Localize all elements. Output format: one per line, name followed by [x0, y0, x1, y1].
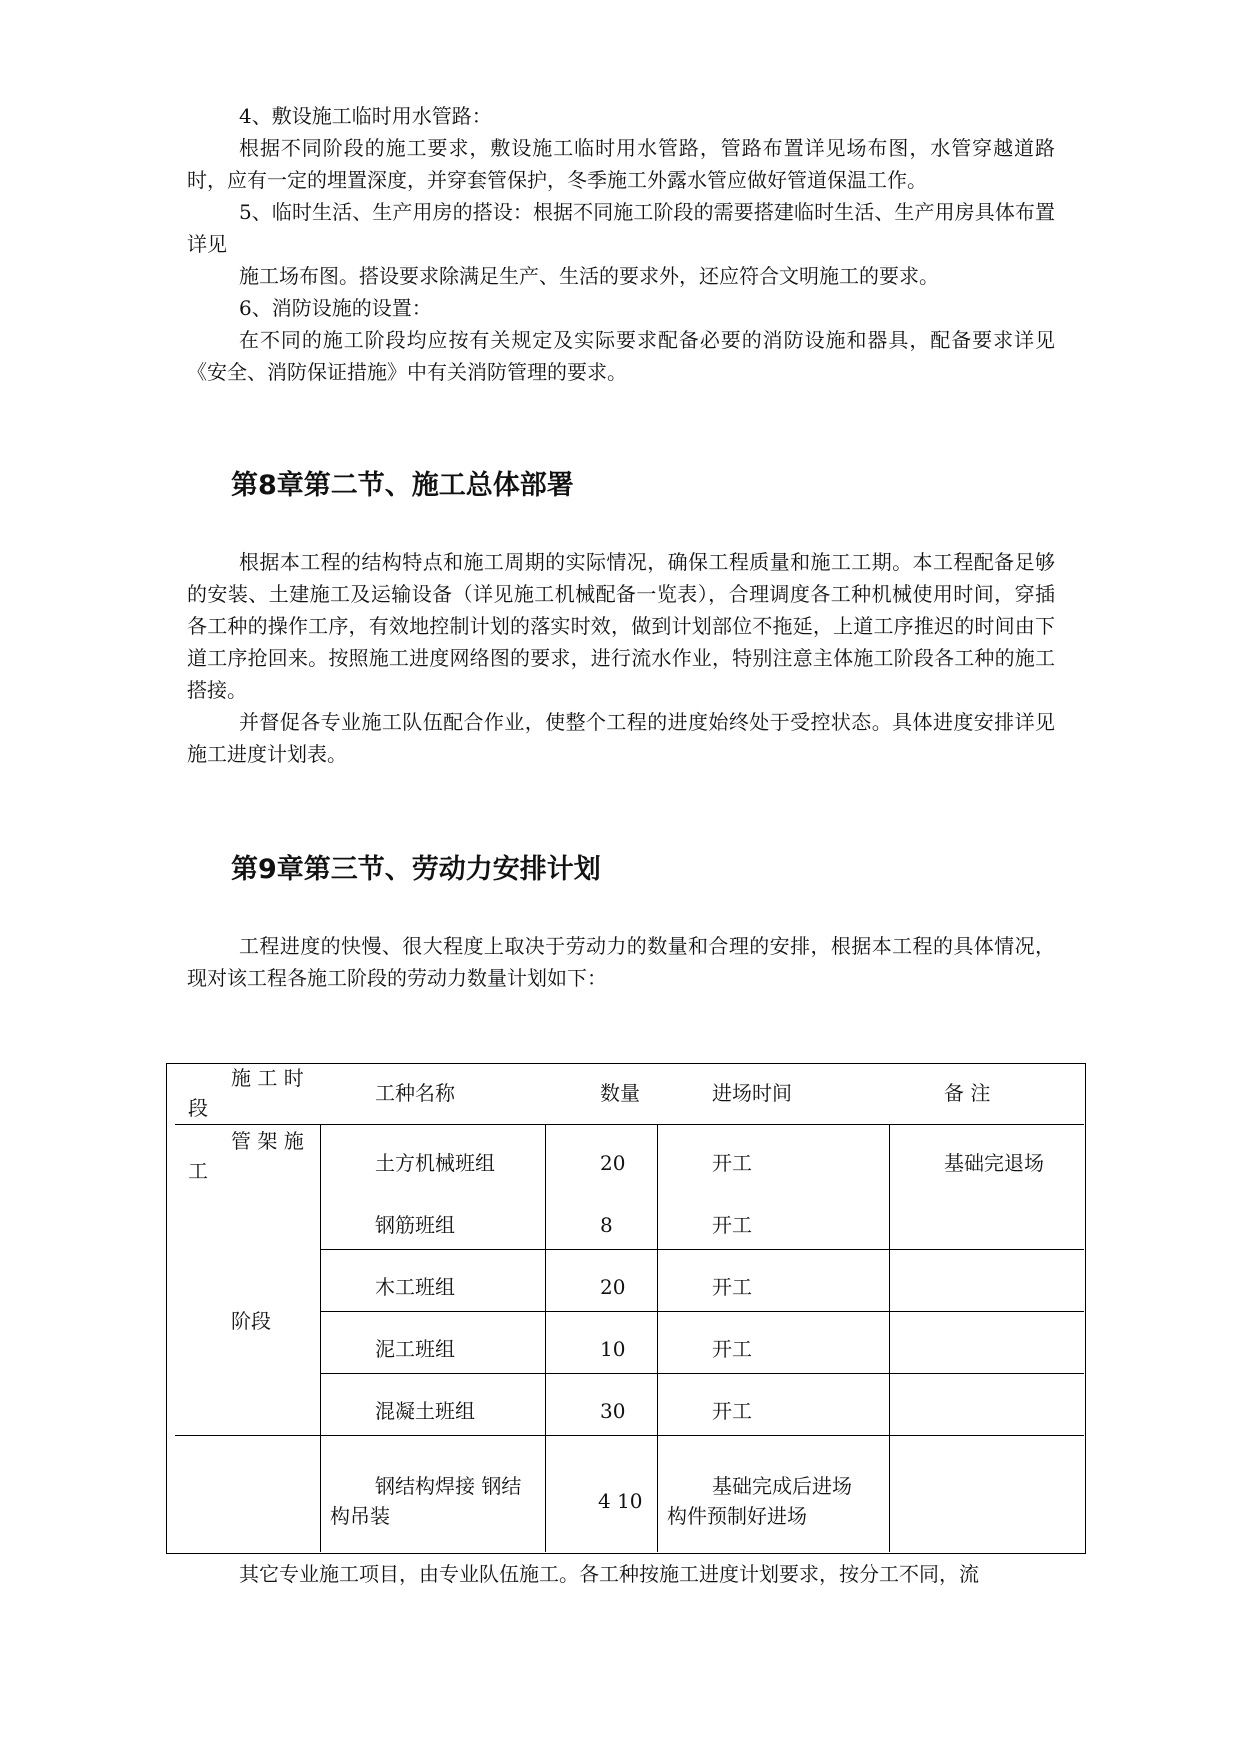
table-border — [166, 1063, 1086, 1554]
steel-entry-line-2: 构件预制好进场 — [667, 1504, 807, 1528]
column-divider — [320, 1124, 321, 1552]
section-8-paragraph-1: 根据本工程的结构特点和施工周期的实际情况，确保工程质量和施工工期。本工程配备足够的安装、土建施工及运输设备（详见施工机械配备一览表），合理调度各工种机械使用时间，穿插各工种的操作工序，有效地控制计划的落实时效，做到计划部位不拖延，上道工序推迟的时间由下道工序抢回来。按照施工进度网络图的要求，进行流水作业，特别注意主体施工阶段各工种的施工搭接。 — [187, 550, 1055, 702]
header-qty: 数量 — [600, 1081, 640, 1105]
table-cell-qty: 10 — [600, 1337, 626, 1361]
table-cell-note: 基础完退场 — [944, 1151, 1044, 1175]
table-cell-entry: 开工 — [712, 1337, 752, 1361]
column-divider — [657, 1124, 658, 1552]
table-cell-qty: 30 — [600, 1399, 626, 1423]
table-cell-qty: 20 — [600, 1151, 626, 1175]
header-trade: 工种名称 — [375, 1081, 455, 1105]
section-8-paragraph-2: 并督促各专业施工队伍配合作业，使整个工程的进度始终处于受控状态。具体进度安排详见施工进度计划表。 — [187, 710, 1055, 766]
table-cell-entry: 开工 — [712, 1275, 752, 1299]
table-cell-qty: 8 — [600, 1213, 613, 1237]
row-divider — [320, 1373, 1084, 1374]
labor-plan-table — [166, 1063, 1086, 1554]
stage-label-continued: 工 — [188, 1159, 208, 1183]
header-note: 备 注 — [944, 1081, 991, 1105]
housing-paragraph: 5、临时生活、生产用房的搭设：根据不同施工阶段的需要搭建临时生活、生产用房具体布置详见 — [187, 200, 1055, 256]
header-entry: 进场时间 — [712, 1081, 792, 1105]
stage-label-suffix: 阶段 — [231, 1309, 271, 1333]
stage-divider — [175, 1435, 1084, 1436]
column-divider — [889, 1124, 890, 1552]
steel-entry-line-1: 基础完成后进场 — [712, 1474, 852, 1498]
table-cell-entry: 开工 — [712, 1151, 752, 1175]
table-cell-trade: 木工班组 — [375, 1275, 455, 1299]
row-divider — [320, 1311, 1084, 1312]
table-cell-entry: 开工 — [712, 1213, 752, 1237]
steel-trade-line-2: 构吊装 — [330, 1504, 390, 1528]
table-cell-entry: 开工 — [712, 1399, 752, 1423]
fire-paragraph: 在不同的施工阶段均应按有关规定及实际要求配备必要的消防设施和器具，配备要求详见《安全、消防保证措施》中有关消防管理的要求。 — [187, 328, 1055, 384]
footer-paragraph: 其它专业施工项目，由专业队伍施工。各工种按施工进度计划要求，按分工不同，流 — [239, 1562, 979, 1586]
section-9-heading: 第9章第三节、劳动力安排计划 — [231, 854, 601, 885]
table-cell-trade: 土方机械班组 — [375, 1151, 495, 1175]
header-stage: 施 工 时 — [231, 1066, 304, 1090]
housing-continued-paragraph: 施工场布图。搭设要求除满足生产、生活的要求外，还应符合文明施工的要求。 — [239, 264, 939, 288]
section-8-heading: 第8章第二节、施工总体部署 — [231, 470, 574, 501]
steel-trade-line-1: 钢结构焊接 钢结 — [375, 1474, 522, 1498]
item-6-title: 6、消防设施的设置： — [239, 296, 432, 320]
stage-label: 管 架 施 — [231, 1129, 304, 1153]
table-cell-trade: 混凝土班组 — [375, 1399, 475, 1423]
water-pipe-paragraph: 根据不同阶段的施工要求，敷设施工临时用水管路，管路布置详见场布图，水管穿越道路时，应有一定的埋置深度，并穿套管保护，冬季施工外露水管应做好管道保温工作。 — [187, 136, 1055, 192]
table-cell-trade: 泥工班组 — [375, 1337, 455, 1361]
header-stage-continued: 段 — [188, 1096, 208, 1120]
column-divider — [545, 1124, 546, 1552]
section-9-paragraph: 工程进度的快慢、很大程度上取决于劳动力的数量和合理的安排，根据本工程的具体情况，现对该工程各施工阶段的劳动力数量计划如下： — [187, 934, 1055, 990]
table-cell-trade: 钢筋班组 — [375, 1213, 455, 1237]
table-cell-qty: 20 — [600, 1275, 626, 1299]
row-divider — [320, 1249, 1084, 1250]
steel-qty: 4 10 — [598, 1489, 643, 1513]
header-divider — [175, 1124, 1084, 1125]
item-4-title: 4、敷设施工临时用水管路： — [239, 104, 492, 128]
